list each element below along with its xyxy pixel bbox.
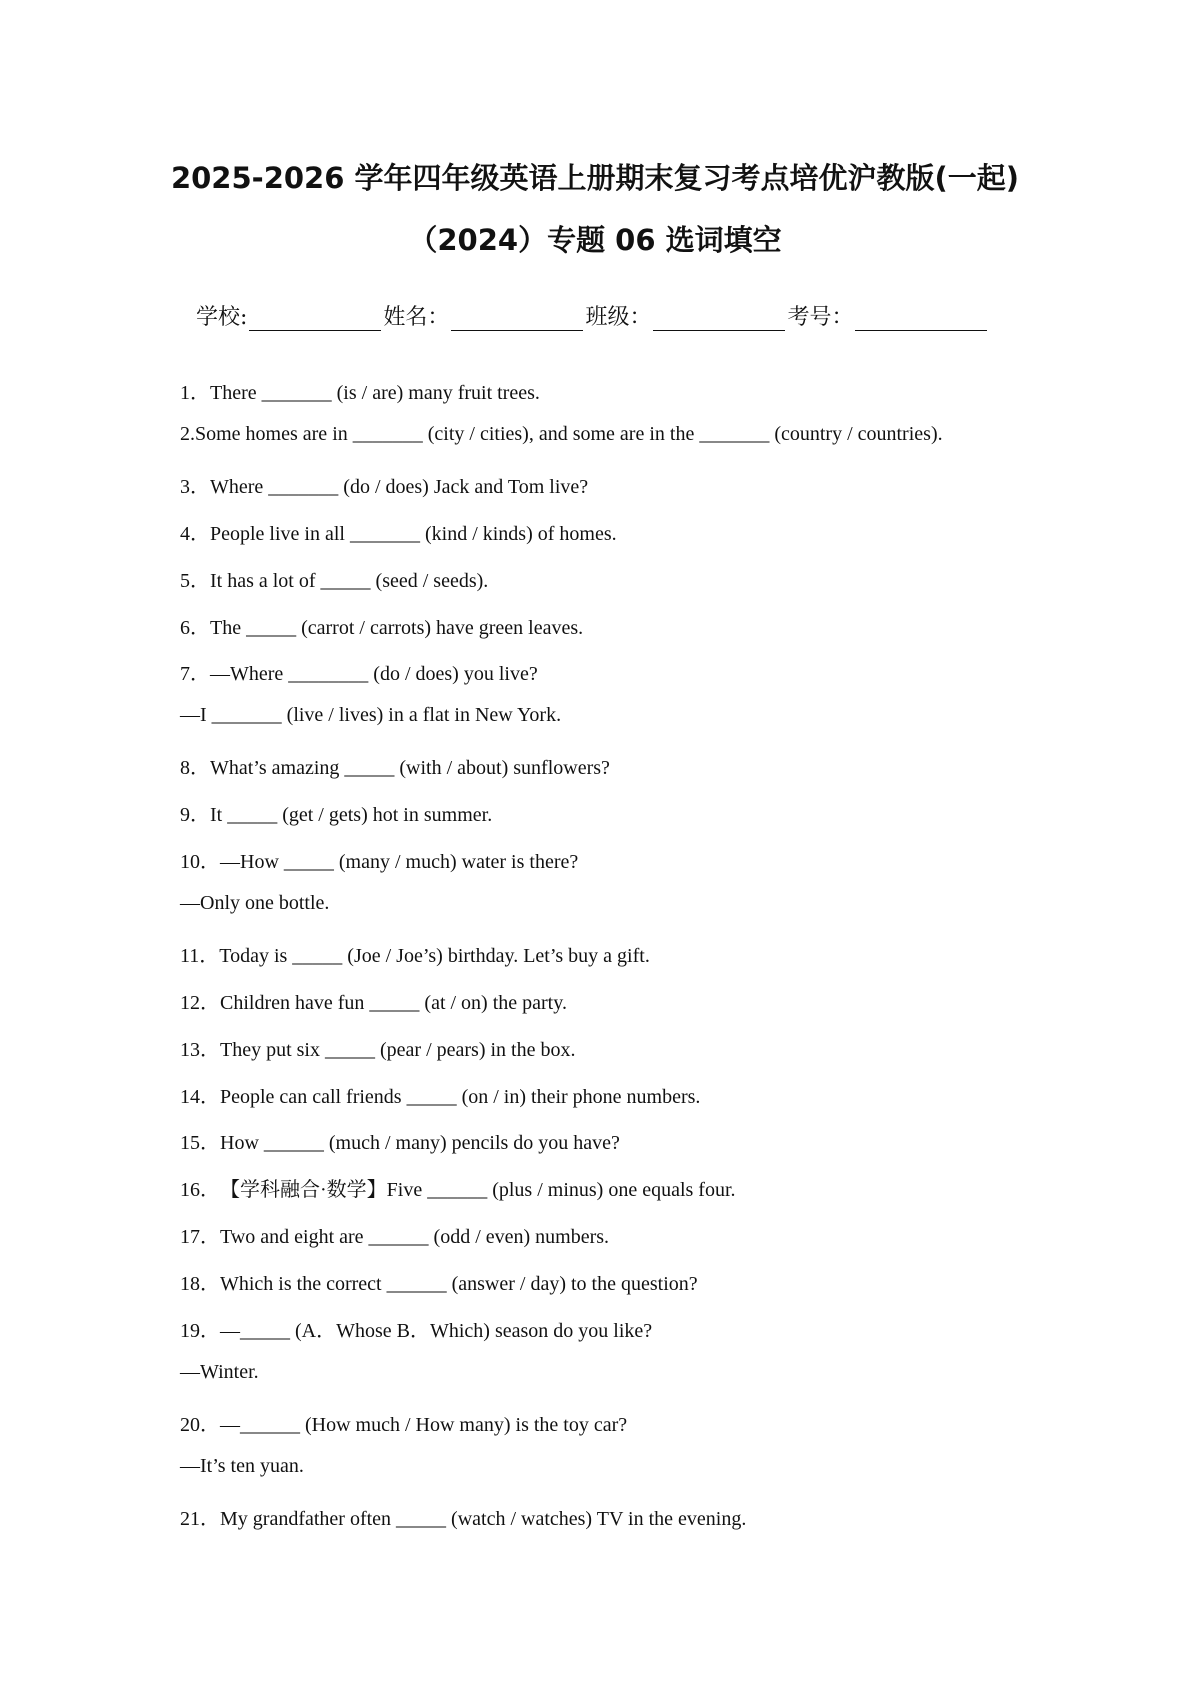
question-item	[180, 1033, 575, 1062]
question-item	[180, 470, 588, 499]
question-item	[180, 517, 617, 546]
student-info-row	[196, 300, 1026, 331]
class-label: 班级：	[585, 305, 652, 330]
question-text: The _____ (carrot / carrots) have green leaves.	[210, 617, 584, 639]
question-text: —I _______ (live / lives) in a flat in New York.	[180, 704, 562, 726]
question-text: —______ (How much / How many) is the toy car?	[220, 1414, 628, 1436]
question-item	[180, 751, 610, 780]
page-title: 2025-2026 学年四年级英语上册期末复习考点培优沪教版(一起)	[170, 161, 1020, 195]
question-number: 20．	[180, 1414, 220, 1436]
question-number: 17．	[180, 1226, 220, 1248]
question-text: —How _____ (many / much) water is there?	[220, 851, 579, 873]
question-number: 12．	[180, 992, 220, 1014]
question-text: Today is _____ (Joe / Joe’s) birthday. Let’s buy a gift.	[219, 945, 650, 967]
question-number: 18．	[180, 1273, 220, 1295]
question-number: 16．	[180, 1179, 220, 1201]
question-number: 6．	[180, 617, 210, 639]
question-number: 15．	[180, 1132, 220, 1154]
exam-number-label: 考号：	[787, 305, 854, 330]
question-text: 【学科融合·数学】Five ______ (plus / minus) one equals four.	[220, 1179, 736, 1201]
page-subtitle: （2024）专题 06 选词填空	[408, 223, 782, 257]
question-item	[180, 423, 943, 446]
exam-number-blank[interactable]	[855, 308, 987, 331]
question-answer-line	[180, 1455, 304, 1478]
question-text: People can call friends _____ (on / in) their phone numbers.	[220, 1086, 701, 1108]
question-item	[180, 1173, 736, 1202]
question-text: —_____ (A．Whose B．Which) season do you like?	[220, 1320, 653, 1342]
question-text: It _____ (get / gets) hot in summer.	[210, 804, 493, 826]
question-text: Children have fun _____ (at / on) the party.	[220, 992, 567, 1014]
question-answer-line	[180, 704, 561, 727]
question-item	[180, 657, 538, 686]
name-label: 姓名：	[383, 305, 450, 330]
question-number: 3．	[180, 476, 210, 498]
question-text: It has a lot of _____ (seed / seeds).	[210, 570, 489, 592]
question-item	[180, 1502, 746, 1531]
question-number: 4．	[180, 523, 210, 545]
question-item	[180, 1080, 700, 1109]
question-number: 1．	[180, 382, 210, 404]
question-text: —Where ________ (do / does) you live?	[210, 663, 538, 685]
question-item	[180, 845, 578, 874]
question-number: 7．	[180, 663, 210, 685]
question-number: 10．	[180, 851, 220, 873]
school-label: 学校:	[196, 305, 248, 330]
question-answer-line	[180, 892, 329, 915]
question-number: 11．	[180, 945, 220, 967]
question-text: What’s amazing _____ (with / about) sunflowers?	[210, 757, 610, 779]
question-number: 19．	[180, 1320, 220, 1342]
question-text: Two and eight are ______ (odd / even) numbers.	[220, 1226, 610, 1248]
question-number: 9．	[180, 804, 210, 826]
question-item	[180, 1267, 698, 1296]
question-text: —It’s ten yuan.	[180, 1455, 304, 1477]
question-number: 14．	[180, 1086, 220, 1108]
question-text: Which is the correct ______ (answer / day) to the question?	[220, 1273, 698, 1295]
question-text: There _______ (is / are) many fruit trees.	[210, 382, 540, 404]
question-number: 2.	[180, 423, 195, 445]
question-item	[180, 1314, 652, 1343]
question-number: 8．	[180, 757, 210, 779]
question-item	[180, 611, 583, 640]
question-text: —Only one bottle.	[180, 892, 330, 914]
question-answer-line	[180, 1361, 259, 1384]
question-item	[180, 564, 488, 593]
question-item	[180, 986, 567, 1015]
question-text: They put six _____ (pear / pears) in the box.	[220, 1039, 576, 1061]
question-item	[180, 376, 540, 405]
name-blank[interactable]	[451, 308, 583, 331]
question-text: Where _______ (do / does) Jack and Tom live?	[210, 476, 589, 498]
question-item	[180, 798, 492, 827]
class-blank[interactable]	[653, 308, 785, 331]
question-text: My grandfather often _____ (watch / watches) TV in the evening.	[220, 1508, 747, 1530]
question-text: —Winter.	[180, 1361, 259, 1383]
question-number: 21．	[180, 1508, 220, 1530]
school-blank[interactable]	[249, 308, 381, 331]
question-item	[180, 1408, 627, 1437]
question-number: 5．	[180, 570, 210, 592]
question-number: 13．	[180, 1039, 220, 1061]
question-item	[180, 939, 650, 968]
question-text: How ______ (much / many) pencils do you have?	[220, 1132, 620, 1154]
question-text: Some homes are in _______ (city / cities), and some are in the _______ (country / countries).	[195, 423, 943, 445]
question-text: People live in all _______ (kind / kinds) of homes.	[210, 523, 617, 545]
question-item	[180, 1220, 609, 1249]
question-item	[180, 1126, 620, 1155]
